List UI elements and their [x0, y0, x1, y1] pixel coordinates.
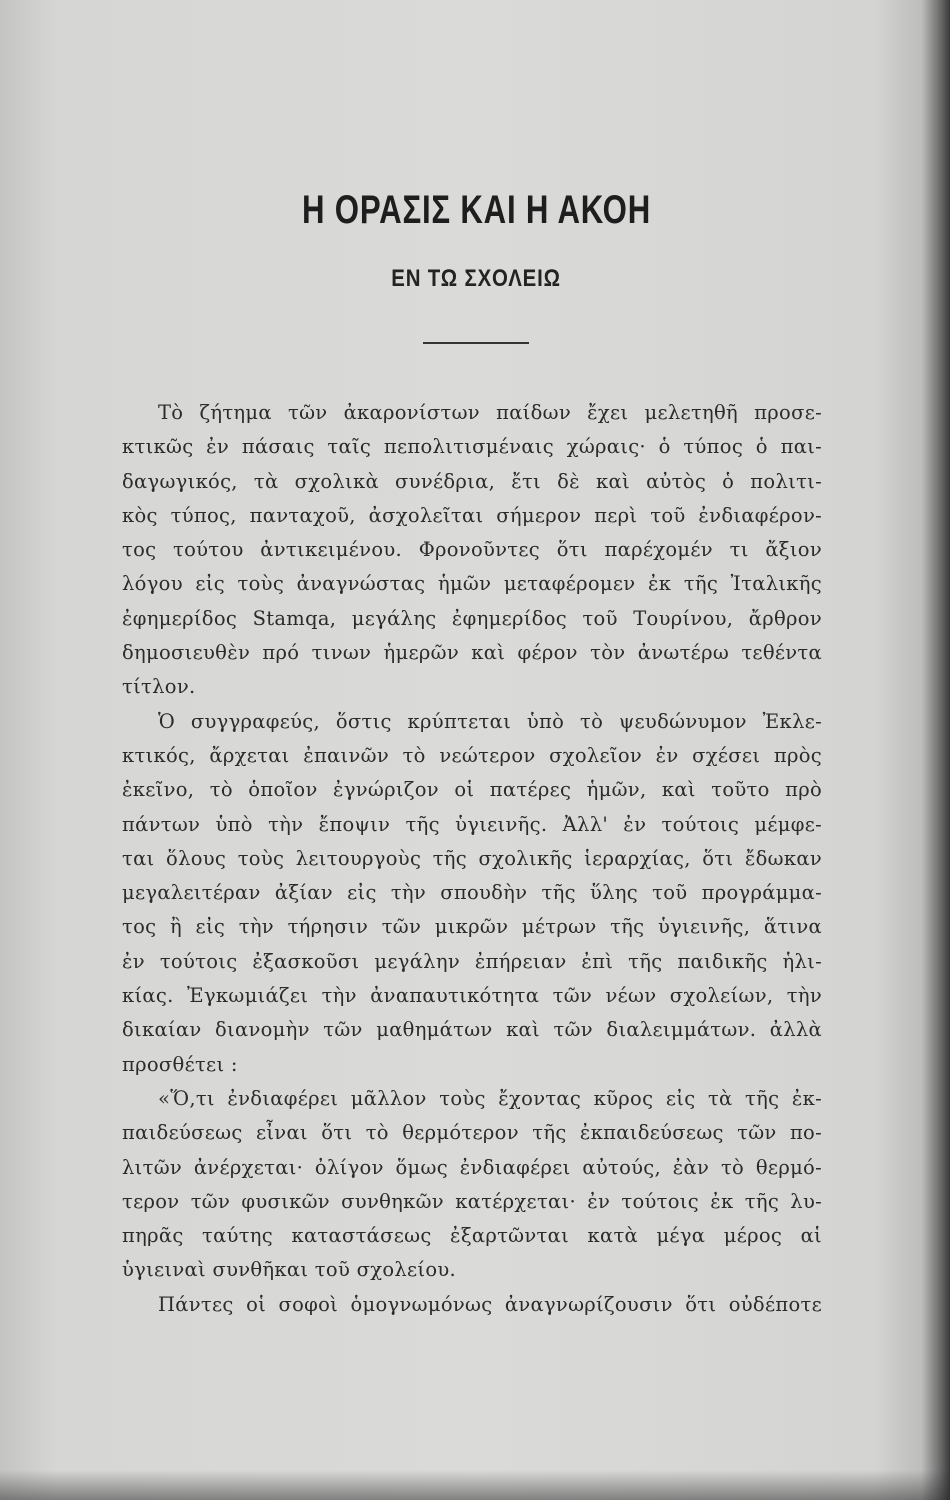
text-line: προσθέτει :: [122, 1052, 238, 1076]
text-line: τερον τῶν φυσικῶν συνθηκῶν κατέρχεται· ἐν τούτοις ἐκ τῆς λυ-: [122, 1189, 822, 1213]
page-shadow: [0, 1470, 950, 1500]
text-line: Πάντες οἱ σοφοὶ ὁμογνωμόνως ἀναγνωρίζουσιν ὅτι οὐδέποτε: [158, 1292, 822, 1316]
article-body: [122, 396, 822, 1322]
text-line: λόγου εἰς τοὺς ἀναγνώστας ἡμῶν μεταφέρομεν ἐκ τῆς Ἰταλικῆς: [122, 572, 822, 596]
text-line: «Ὅ,τι ἐνδιαφέρει μᾶλλον τοὺς ἔχοντας κῦρος εἰς τὰ τῆς ἐκ-: [158, 1086, 822, 1110]
page-title: Η ΟΡΑΣΙΣ ΚΑΙ Η ΑΚΟΗ: [302, 188, 652, 232]
text-line: λιτῶν ἀνέρχεται· ὀλίγον ὅμως ἐνδιαφέρει αὐτούς, ἐὰν τὸ θερμό-: [122, 1155, 822, 1179]
text-line: κίας. Ἐγκωμιάζει τὴν ἀναπαυτικότητα τῶν νέων σχολείων, τὴν: [122, 984, 822, 1008]
text-line: τος τούτου ἀντικειμένου. Φρονοῦντες ὅτι παρέχομέν τι ἄξιον: [122, 538, 822, 562]
text-line: κὸς τύπος, πανταχοῦ, ἀσχολεῖται σήμερον περὶ τοῦ ἐνδιαφέρον-: [122, 503, 822, 527]
page-subtitle: ΕΝ ΤΩ ΣΧΟΛΕΙΩ: [391, 265, 561, 292]
text-line: παιδεύσεως εἶναι ὅτι τὸ θερμότερον τῆς ἐκπαιδεύσεως τῶν πο-: [122, 1121, 822, 1145]
text-line: δικαίαν διανομὴν τῶν μαθημάτων καὶ τῶν διαλειμμάτων. ἀλλὰ: [122, 1018, 822, 1042]
text-line: πάντων ὑπὸ τὴν ἔποψιν τῆς ὑγιεινῆς. Ἀλλ' ἐν τούτοις μέμφε-: [122, 812, 822, 836]
text-line: ἐν τούτοις ἐξασκοῦσι μεγάλην ἐπήρειαν ἐπὶ τῆς παιδικῆς ἡλι-: [122, 949, 822, 973]
text-line: κτικός, ἄρχεται ἐπαινῶν τὸ νεώτερον σχολεῖον ἐν σχέσει πρὸς: [122, 743, 822, 767]
text-line: δημοσιευθὲν πρό τινων ἡμερῶν καὶ φέρον τὸν ἀνωτέρω τεθέντα: [122, 641, 822, 665]
text-line: ἐκεῖνο, τὸ ὁποῖον ἐγνώριζον οἱ πατέρες ἡμῶν, καὶ τοῦτο πρὸ: [122, 778, 822, 802]
text-line: Ὁ συγγραφεύς, ὅστις κρύπτεται ὑπὸ τὸ ψευδώνυμον Ἐκλε-: [158, 709, 822, 733]
text-line: μεγαλειτέραν ἀξίαν εἰς τὴν σπουδὴν τῆς ὕλης τοῦ προγράμμα-: [122, 881, 822, 905]
text-line: τος ἢ εἰς τὴν τήρησιν τῶν μικρῶν μέτρων τῆς ὑγιεινῆς, ἅτινα: [122, 915, 822, 939]
text-line: πηρᾶς ταύτης καταστάσεως ἐξαρτῶνται κατὰ μέγα μέρος αἱ: [122, 1224, 822, 1248]
text-line: ὑγιειναὶ συνθῆκαι τοῦ σχολείου.: [122, 1258, 457, 1282]
title-divider: [423, 342, 529, 344]
text-line: ἐφημερίδος Stamqa, μεγάλης ἐφημερίδος τοῦ Τουρίνου, ἄρθρον: [122, 606, 822, 630]
text-line: ται ὅλους τοὺς λειτουργοὺς τῆς σχολικῆς ἱεραρχίας, ὅτι ἔδωκαν: [122, 846, 822, 870]
text-line: Τὸ ζήτημα τῶν ἀκαρονίστων παίδων ἔχει μελετηθῆ προσε-: [158, 401, 822, 424]
text-line: κτικῶς ἐν πάσαις ταῖς πεπολιτισμέναις χώραις· ὁ τύπος ὁ παι-: [122, 435, 822, 459]
text-line: δαγωγικός, τὰ σχολικὰ συνέδρια, ἔτι δὲ καὶ αὐτὸς ὁ πολιτι-: [122, 469, 822, 493]
text-line: τίτλον.: [122, 675, 196, 699]
